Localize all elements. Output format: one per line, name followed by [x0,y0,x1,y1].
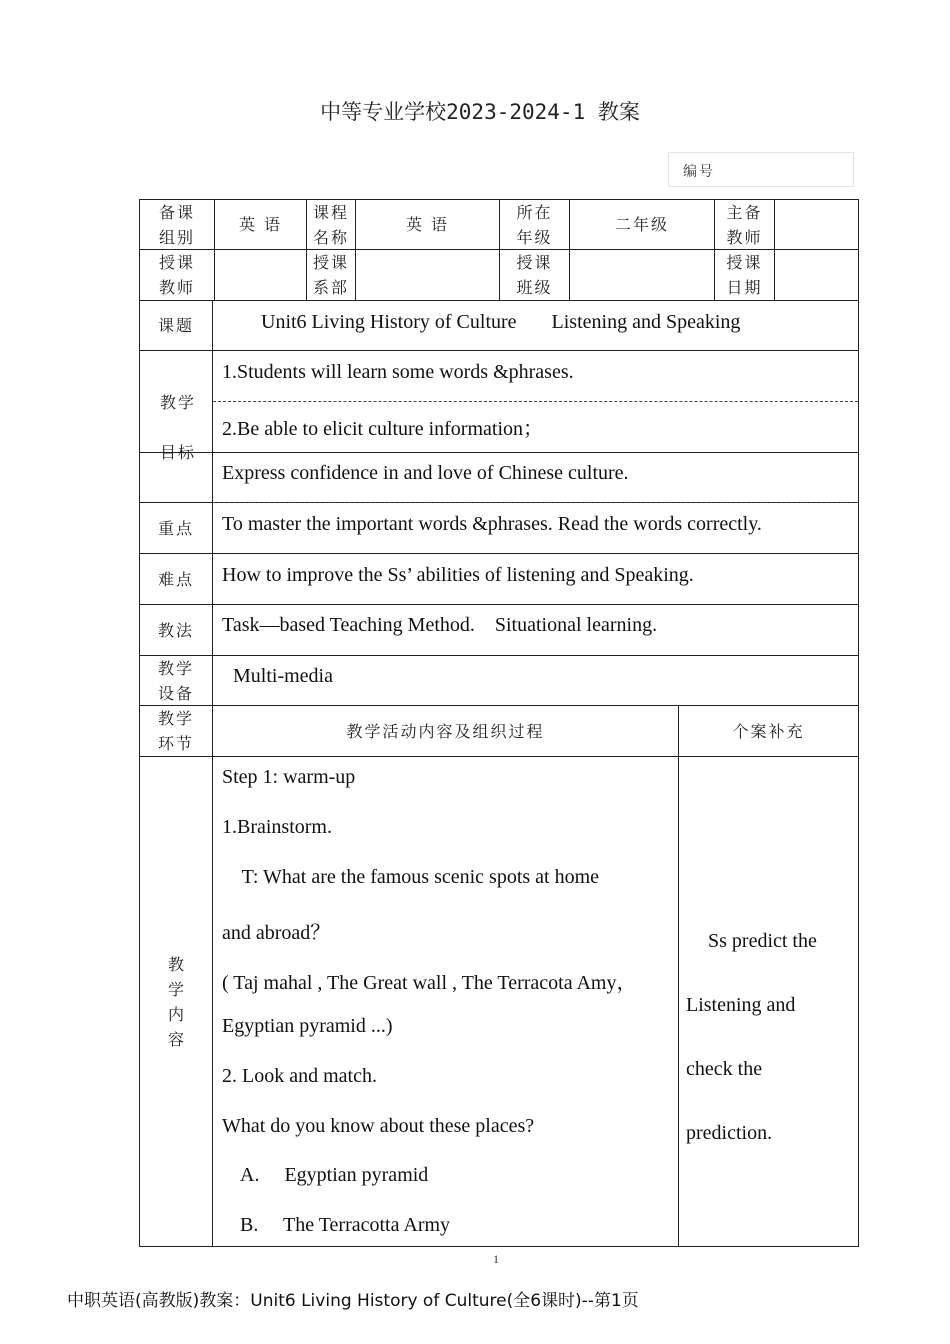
date-label: 授课 日期 [726,253,763,297]
topic-label: 课题 [157,316,194,335]
table-border [139,1246,859,1247]
objective-item: 2.Be able to elicit culture information； [222,418,544,440]
table-rule [139,756,859,757]
table-rule [139,553,859,554]
equipment-value: Multi-media [233,665,333,687]
document-number-field[interactable] [668,152,854,187]
table-rule [139,604,859,605]
difficulty-label: 难点 [157,569,194,589]
objectives-label-2: 目标 [160,443,197,462]
lead-teacher-label: 主备 教师 [726,202,763,247]
equipment-label: 教学 设备 [157,658,194,703]
content-line: ( Taj mahal , The Great wall , The Terracota Amy， [222,972,637,994]
difficulty-value: How to improve the Ss’ abilities of listening and Speaking. [222,564,694,586]
class-label: 授课 班级 [516,253,553,297]
content-line: A. Egyptian pyramid [240,1164,429,1186]
content-line: Step 1: warm-up [222,766,356,788]
stage-label: 教学 环节 [157,709,194,753]
grade-value: 二年级 [614,215,669,234]
document-title: 中等专业学校2023-2024-1 教案 [320,100,640,124]
document-number-label: 编号 [683,164,715,180]
content-line: 1.Brainstorm. [222,816,332,838]
table-rule [139,655,859,656]
department-value[interactable] [356,250,499,300]
objective-item: Express confidence in and love of Chinese culture. [222,462,629,484]
supplement-header: 个案补充 [732,721,805,741]
page-number: 1 [493,1252,499,1266]
content-line: 2. Look and match. [222,1065,377,1087]
class-value[interactable] [570,250,714,300]
department-label: 授课 系部 [312,253,349,297]
table-dashed-rule [213,401,858,402]
lead-teacher-value[interactable] [775,200,858,249]
content-label: 教 学 内 容 [168,955,185,1049]
content-line: and abroad？ [222,922,331,944]
table-rule [139,350,859,351]
objective-item: 1.Students will learn some words &phrases. [222,361,574,383]
activity-header: 教学活动内容及组织过程 [346,721,545,741]
table-rule [678,705,679,1247]
content-line: Egyptian pyramid ...) [222,1015,393,1037]
method-label: 教法 [157,620,194,640]
teacher-label: 授课 教师 [158,253,195,297]
page-footer: 中职英语(高教版)教案：Unit6 Living History of Culture(全6课时)--第1页 [67,1291,639,1311]
date-value[interactable] [775,250,858,300]
course-value: 英 语 [405,215,450,234]
method-value: Task—based Teaching Method. Situational learning. [222,614,658,636]
objectives-label-1: 教学 [160,393,197,412]
key-point-value: To master the important words &phrases. Read the words correctly. [222,513,762,535]
table-rule [139,300,859,301]
grade-label: 所在 年级 [516,202,553,247]
content-line: B. The Terracotta Army [240,1214,451,1236]
content-line: T: What are the famous scenic spots at home [222,866,600,888]
topic-value: Unit6 Living History of Culture Listening and Speaking [261,311,741,333]
table-border [858,199,859,1247]
supplement-line: prediction. [686,1122,773,1144]
content-line: What do you know about these places? [222,1115,535,1137]
course-label: 课程 名称 [312,202,349,247]
supplement-line: Listening and [686,994,796,1016]
key-point-label: 重点 [157,518,194,538]
group-label: 备课 组别 [158,202,195,247]
group-value: 英 语 [238,215,283,234]
supplement-line: check the [686,1058,763,1080]
table-rule [212,300,213,1247]
supplement-line: Ss predict the [708,930,817,952]
table-dashed-rule [213,502,858,503]
table-rule [139,452,859,453]
teacher-value[interactable] [215,250,306,300]
